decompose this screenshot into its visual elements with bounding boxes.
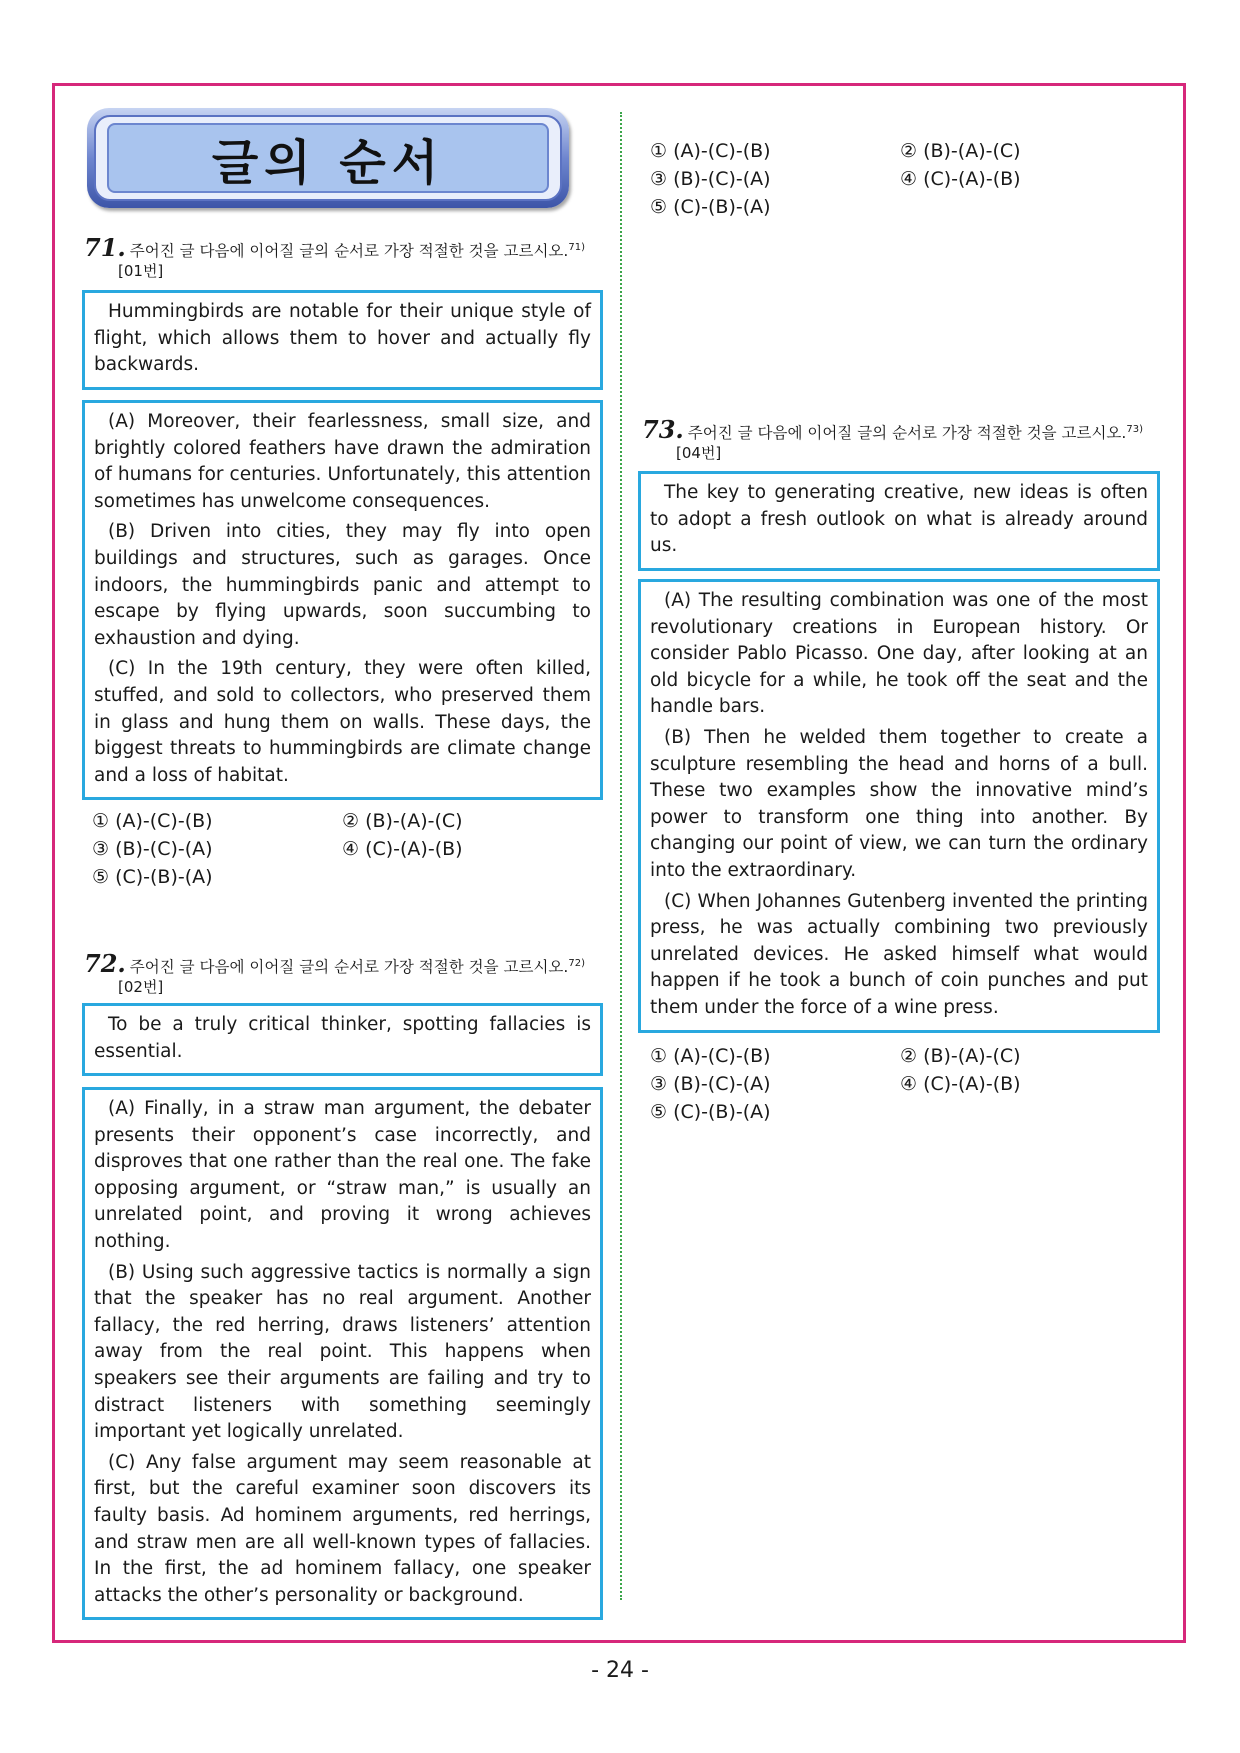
- choice-4[interactable]: ④ (C)-(A)-(B): [342, 838, 463, 860]
- paragraph-b: (B) Driven into cities, they may fly into open buildings and structures, such as garages. Once indoors, the hummingbirds panic and attempt to escape by flying upwards, soon succumbing to exhaustion and dying.: [94, 521, 591, 649]
- paragraph-c: (C) Any false argument may seem reasonable at first, but the careful examiner soon discovers its faulty basis. Ad hominem arguments, red herrings, and straw men are all well-known types of fallacies. In the first, the ad hominem fallacy, one speaker attacks the other’s personality or background.: [94, 1451, 591, 1606]
- question-73-heading: [642, 415, 1164, 463]
- footnote-marker: 73): [1126, 424, 1143, 435]
- question-71-heading: [84, 233, 604, 281]
- question-72-heading: [84, 949, 604, 997]
- question-number: 73.: [642, 415, 684, 445]
- paragraph-c: (C) In the 19th century, they were often killed, stuffed, and sold to collectors, who preserved them in glass and hung them on walls. These days, the biggest threats to hummingbirds are climate change and a loss of habitat.: [94, 658, 591, 786]
- given-text: To be a truly critical thinker, spotting fallacies is essential.: [94, 1014, 591, 1062]
- paragraph-b: (B) Using such aggressive tactics is normally a sign that the speaker has no real argument. Another fallacy, the red herring, draws listeners’ attention away from the real point. This happens when speakers see their arguments are failing and try to distract listeners with something seemingly important yet logically unrelated.: [94, 1261, 591, 1443]
- paragraph-a: (A) The resulting combination was one of the most revolutionary creations in European history. Or consider Pablo Picasso. One day, after looking at an old bicycle for a while, he took off the seat and the handle bars.: [650, 590, 1148, 718]
- choice-2[interactable]: ② (B)-(A)-(C): [900, 140, 1021, 162]
- footnote-marker: 72): [568, 958, 585, 969]
- choice-3[interactable]: ③ (B)-(C)-(A): [650, 168, 771, 190]
- choice-2[interactable]: ② (B)-(A)-(C): [900, 1045, 1021, 1067]
- question-instruction: 주어진 글 다음에 이어질 글의 순서로 가장 적절한 것을 고르시오.: [129, 958, 569, 977]
- footnote-marker: 71): [568, 242, 585, 253]
- choice-1[interactable]: ① (A)-(C)-(B): [92, 810, 213, 832]
- choice-1[interactable]: ① (A)-(C)-(B): [650, 1045, 771, 1067]
- paragraph-a: (A) Moreover, their fearlessness, small size, and brightly colored feathers have drawn the admiration of humans for centuries. Unfortunately, this attention sometimes has unwelcome consequences.: [94, 411, 591, 512]
- question-71-paragraphs: [82, 400, 603, 800]
- paragraph-c: (C) When Johannes Gutenberg invented the printing press, he was actually combining two previously unrelated devices. He asked himself what would happen if he took a bunch of coin punches and put them under the force of a wine press.: [650, 890, 1148, 1018]
- question-instruction: 주어진 글 다음에 이어질 글의 순서로 가장 적절한 것을 고르시오.: [687, 424, 1127, 443]
- choice-2[interactable]: ② (B)-(A)-(C): [342, 810, 463, 832]
- paragraph-b: (B) Then he welded them together to create a sculpture resembling the head and horns of a bull. These two examples show the innovative mind’s power to transform one thing into another. By changing our point of view, we can turn the ordinary into the extraordinary.: [650, 726, 1148, 881]
- choice-4[interactable]: ④ (C)-(A)-(B): [900, 168, 1021, 190]
- choice-4[interactable]: ④ (C)-(A)-(B): [900, 1073, 1021, 1095]
- question-73-paragraphs: [638, 579, 1160, 1033]
- title-badge-inner: [107, 123, 549, 193]
- choice-5[interactable]: ⑤ (C)-(B)-(A): [650, 1101, 771, 1123]
- question-72-paragraphs: [82, 1087, 603, 1620]
- page-number: - 24 -: [591, 1658, 649, 1683]
- choice-1[interactable]: ① (A)-(C)-(B): [650, 140, 771, 162]
- question-71-given-passage: [82, 290, 603, 390]
- section-title-badge: [87, 108, 569, 208]
- choice-3[interactable]: ③ (B)-(C)-(A): [92, 838, 213, 860]
- question-source: [04번]: [676, 444, 722, 463]
- choice-5[interactable]: ⑤ (C)-(B)-(A): [92, 866, 213, 888]
- choice-3[interactable]: ③ (B)-(C)-(A): [650, 1073, 771, 1095]
- question-instruction: 주어진 글 다음에 이어질 글의 순서로 가장 적절한 것을 고르시오.: [129, 242, 569, 261]
- question-72-given-passage: [82, 1003, 603, 1076]
- question-73-given-passage: [638, 471, 1160, 571]
- section-title: 글의 순서: [211, 134, 445, 191]
- given-text: The key to generating creative, new ideas is often to adopt a fresh outlook on what is already around us.: [650, 482, 1148, 557]
- question-source: [01번]: [118, 262, 164, 281]
- question-number: 71.: [84, 233, 126, 263]
- given-text: Hummingbirds are notable for their unique style of flight, which allows them to hover and actually fly backwards.: [94, 301, 591, 376]
- question-number: 72.: [84, 949, 126, 979]
- column-divider: [620, 112, 622, 1600]
- paragraph-a: (A) Finally, in a straw man argument, the debater presents their opponent’s case incorrectly, and disproves that one rather than the real one. The fake opposing argument, or “straw man,” is usually an unrelated point, and proving it wrong achieves nothing.: [94, 1098, 591, 1252]
- question-source: [02번]: [118, 978, 164, 997]
- choice-5[interactable]: ⑤ (C)-(B)-(A): [650, 196, 771, 218]
